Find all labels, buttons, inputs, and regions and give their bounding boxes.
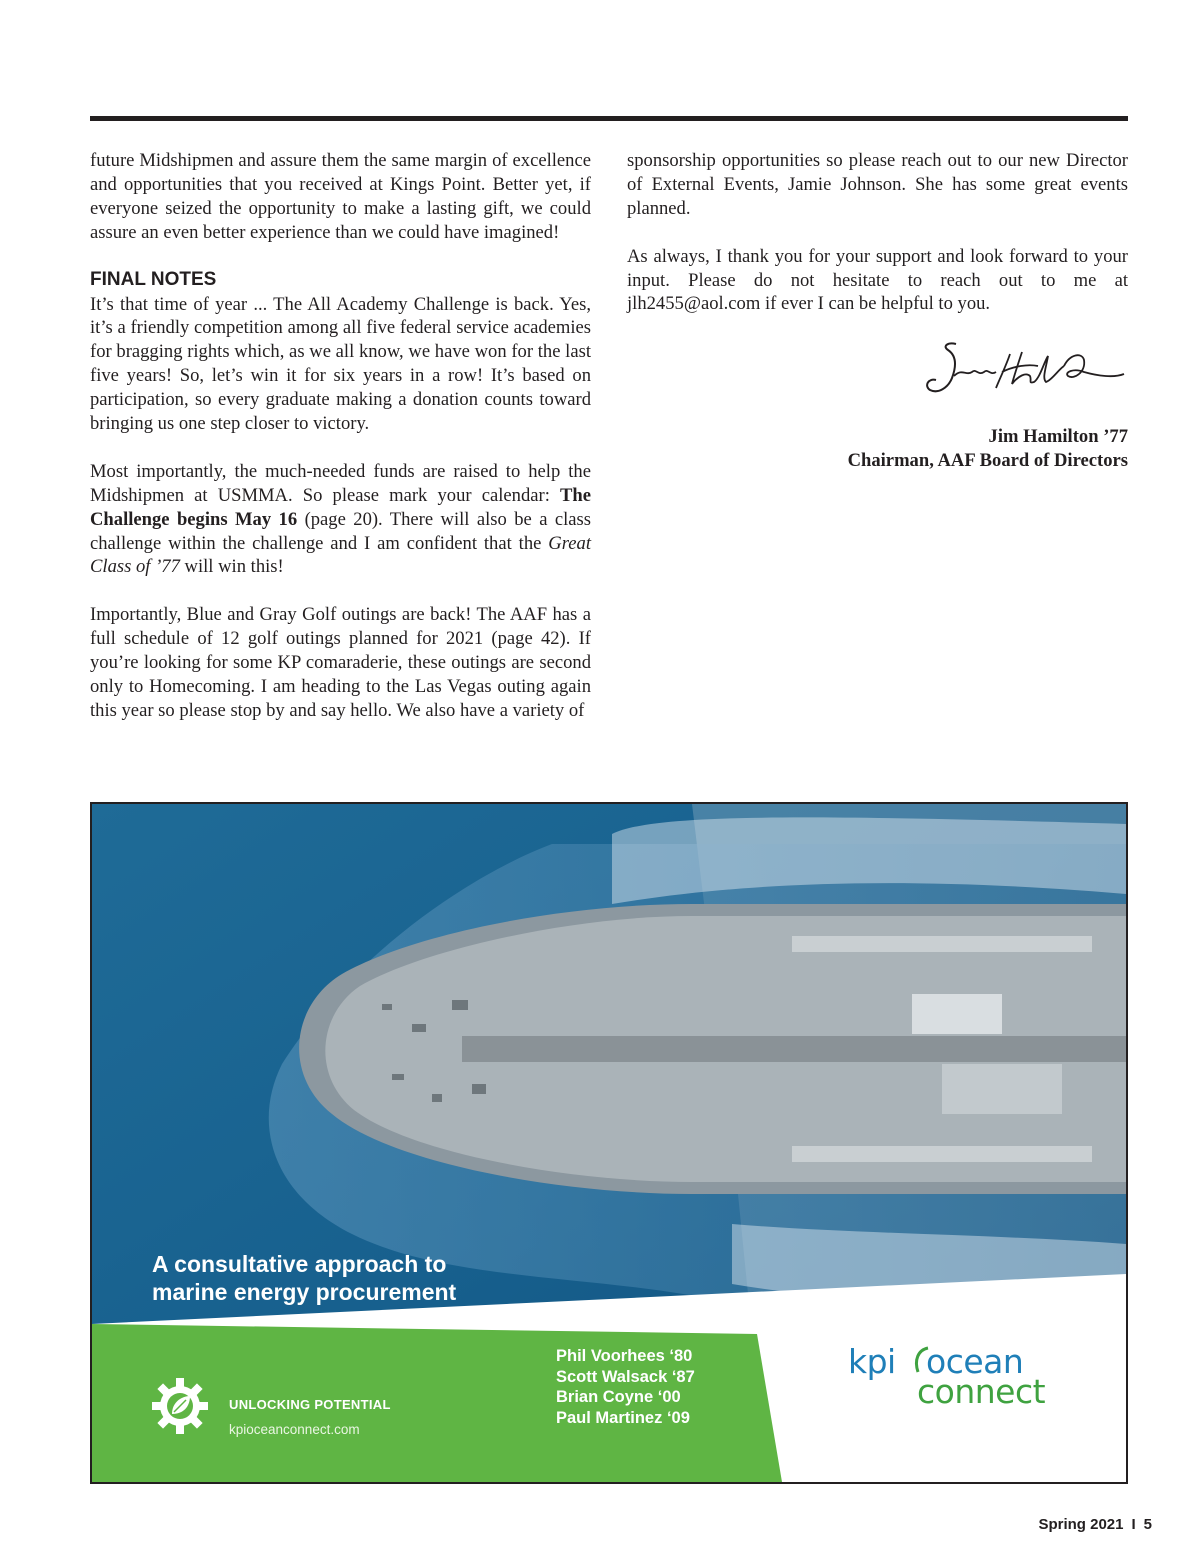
p3-text-b: (page 20). There will also be a class challenge within the challenge and I am confident that the	[90, 508, 591, 554]
p3-text-c: will win this!	[179, 556, 284, 578]
contact-name: Scott Walsack ‘87	[556, 1367, 695, 1386]
issue-label: Spring 2021	[1038, 1516, 1124, 1533]
left-paragraph-2: It’s that time of year ... The All Academy Challenge is back. Yes, it’s a friendly competition among all five federal service academies for bragging rights which, as we all know, we have won for the last five years! So, let’s win it for six years in a row! It’s based on participation, so every graduate making a donation counts toward bringing us one step closer to victory.	[90, 293, 591, 435]
ad-tagline: UNLOCKING POTENTIAL	[229, 1397, 391, 1412]
page-number: 5	[1143, 1516, 1152, 1533]
signature-block	[848, 425, 1128, 473]
ad-headline-line-2: marine energy procurement	[152, 1279, 457, 1305]
ad-url-link[interactable]: kpioceanconnect.com	[229, 1422, 360, 1437]
logo-connect: connect	[917, 1372, 1046, 1411]
signature-image	[918, 332, 1128, 412]
right-paragraph-1: sponsorship opportunities so please reach out to our new Director of External Events, Jamie Johnson. She has some great events planned.	[627, 150, 1128, 219]
ad-headline	[152, 1250, 456, 1306]
gear-leaf-icon	[152, 1378, 208, 1434]
page-footer	[1038, 1516, 1152, 1533]
right-paragraph-2: As always, I thank you for your support and look forward to your input. Please do not hesitate to reach out to me at jlh2455@aol.com if ever I can be helpful to you.	[627, 245, 1128, 315]
left-paragraph-4: Importantly, Blue and Gray Golf outings are back! The AAF has a full schedule of 12 golf outings planned for 2021 (page 42). If you’re looking for some KP comaraderie, these outings are second only to Homecoming. I am heading to the Las Vegas outing again this year so please stop by and say hello. We also have a variety of	[90, 604, 591, 721]
right-column	[627, 149, 1128, 340]
ad-contact-names	[556, 1346, 695, 1428]
signer-title: Chairman, AAF Board of Directors	[847, 450, 1128, 471]
footer-separator: I	[1131, 1516, 1136, 1533]
class-name: Great Class of ’77	[90, 532, 591, 578]
logo-kpi: kpi	[848, 1342, 896, 1381]
signer-name: Jim Hamilton ’77	[988, 426, 1128, 447]
left-paragraph-1: future Midshipmen and assure them the same margin of excellence and opportunities that you received at Kings Point. Better yet, if everyone seized the opportunity to make a lasting gift, we could assure an even better experience than we could have imagined!	[90, 150, 591, 243]
section-heading-final-notes: FINAL NOTES	[90, 268, 217, 290]
contact-name: Phil Voorhees ‘80	[556, 1347, 693, 1365]
logo-ocean: ocean	[926, 1342, 1024, 1381]
contact-name: Paul Martinez ‘09	[556, 1408, 690, 1427]
kpi-ocean-connect-logo	[848, 1342, 1068, 1411]
left-paragraph-3	[90, 460, 591, 580]
top-rule	[90, 116, 1128, 121]
p3-text-a: Most importantly, the much-needed funds are raised to help the Midshipmen at USMMA. So please mark your calendar:	[90, 460, 591, 506]
challenge-date: The Challenge begins May 16	[90, 484, 591, 530]
contact-name: Brian Coyne ‘00	[556, 1388, 681, 1406]
ad-headline-line-1: A consultative approach to	[152, 1251, 447, 1277]
left-column	[90, 149, 591, 747]
kpi-ocean-connect-ad[interactable]	[90, 802, 1128, 1484]
